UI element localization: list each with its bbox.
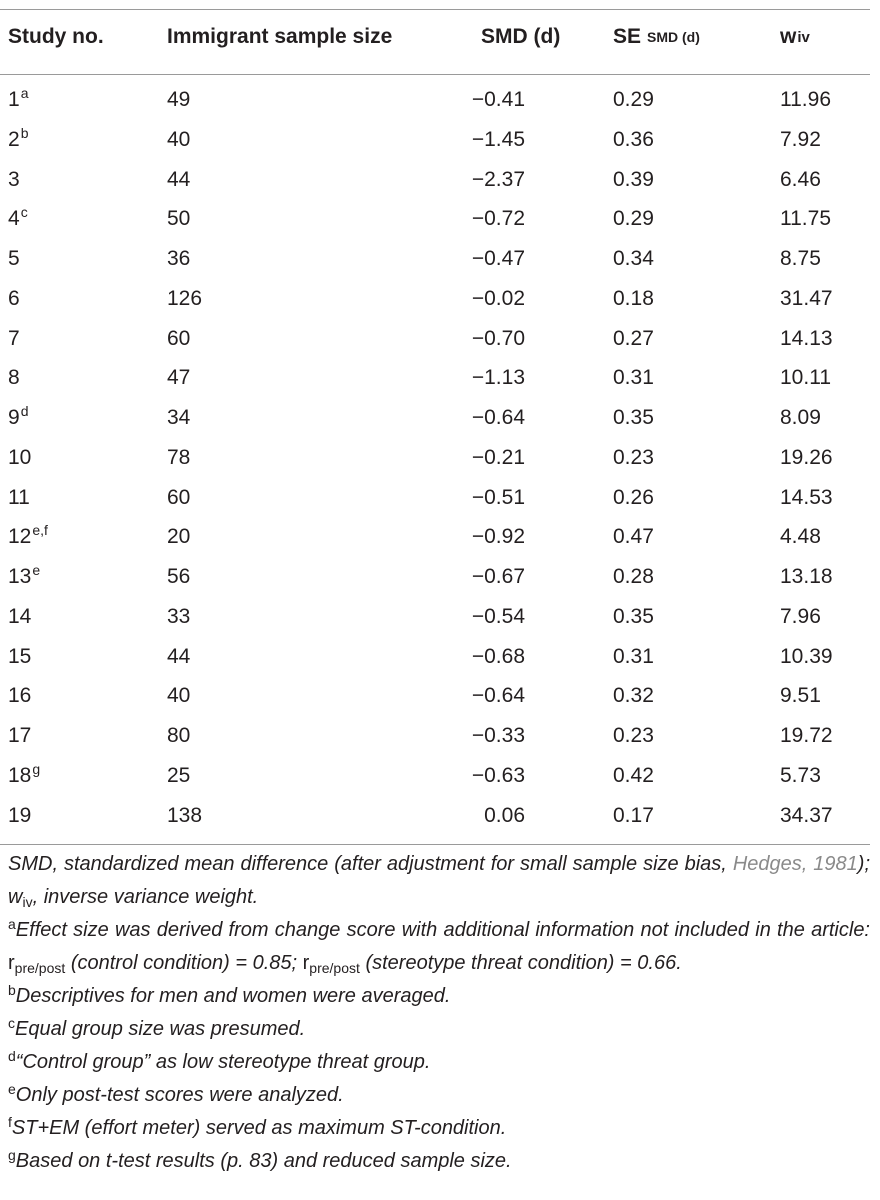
cell-sample-size: 80 [167,724,191,747]
table-row [0,637,870,677]
table-row [0,796,870,836]
cell-weight: 31.47 [780,286,833,310]
cell-smd: −0.54 [471,604,525,628]
footnote-marker: c [20,204,28,221]
footnote-e-mark: e [8,1081,16,1097]
cell-study-no: 1$^a$ [8,85,29,111]
table-row [0,120,870,160]
cell-study-no: 6 [8,286,20,310]
cell-weight: 13.18 [780,565,833,588]
cell-weight: 6.46 [780,167,821,191]
cell-smd: −0.64 [471,684,525,708]
citation-link-hedges-1981[interactable]: Hedges, 1981 [732,853,858,875]
footnote-f-mark: f [8,1114,12,1130]
cell-se: 0.28 [613,565,654,588]
cell-weight: 19.26 [780,445,833,469]
cell-se: 0.34 [613,247,654,270]
cell-smd: −0.63 [471,763,525,787]
header-study-no: Study no. [8,25,104,48]
cell-smd: −0.72 [471,207,525,231]
cell-study-no: 7 [8,326,20,350]
table-row [0,199,870,239]
cell-weight: 8.75 [780,247,821,270]
cell-se: 0.42 [613,763,654,787]
cell-se: 0.31 [613,644,654,668]
cell-study-no: 13e [8,562,41,588]
footnote-b: $^b$Descriptives for men and women were averaged. [8,982,451,1007]
table-row [0,676,870,716]
cell-study-no: 16 [8,684,32,708]
footnote-c-mark: c [8,1015,15,1031]
header-smd: SMD (d) [481,25,561,48]
cell-smd: 0.06 [484,803,525,827]
table-bottom-rule [0,844,870,845]
cell-weight: 10.39 [780,644,833,668]
cell-study-no: 18$^g$ [8,760,41,787]
cell-study-no: 12$^{e,f}$ [8,522,48,549]
footnote-marker: d [20,403,29,419]
cell-sample-size: 20 [167,525,191,549]
footnote-d: $^d$“Control group” as low stereotype threat group. [8,1048,431,1073]
cell-weight: 5.73 [780,763,821,787]
cell-weight: 9.51 [780,684,821,708]
cell-sample-size: 44 [167,167,191,191]
cell-weight: 8.09 [780,406,821,429]
cell-se: 0.39 [613,167,654,191]
cell-smd: −0.47 [471,247,525,270]
cell-smd: −0.92 [471,525,525,549]
cell-weight: 10.11 [780,366,831,390]
cell-study-no: 4$^c$ [8,204,28,231]
header-immigrant-sample-size: Immigrant sample size [167,25,393,48]
header-w-subscript: iv [797,28,810,46]
footnote-e: $^e$Only post-test scores were analyzed. [8,1081,344,1106]
cell-weight: 34.37 [780,803,833,827]
cell-smd: −0.02 [471,286,525,310]
table-row [0,80,870,120]
cell-weight: 4.48 [780,525,821,549]
cell-study-no: 17 [8,724,32,747]
table-row [0,319,870,359]
table-row [0,358,870,398]
table-row [0,438,870,478]
footnote-d-mark: d [8,1048,16,1064]
footnote-a: $^a$Effect size was derived from change score with additional information not included in the article: $r_{pre/post}$ (control condition) = 0.85; $r_{pre/post}$ (stereotype threat condition) = 0.66. [8,916,870,976]
table-footnotes [8,848,870,1178]
table-row [0,478,870,518]
cell-smd: −0.68 [471,644,525,668]
cell-sample-size: 40 [167,127,191,151]
cell-weight: 7.96 [780,604,821,628]
cell-weight: 7.92 [780,127,821,151]
table-row [0,398,870,438]
footnote-marker: a [20,85,29,101]
cell-smd: −1.45 [471,127,525,151]
footnote-abbreviations: SMD, standardized mean difference (after adjustment for small sample size bias, Hedges, 1981); $w_{iv}$, inverse variance weight. [8,853,870,910]
cell-weight: 14.13 [780,326,833,350]
cell-smd: −0.51 [471,485,525,509]
cell-study-no: 14 [8,604,32,628]
footnote-marker: g [32,760,41,777]
cell-sample-size: 47 [167,366,191,390]
cell-sample-size: 78 [167,445,191,469]
cell-se: 0.47 [613,525,654,549]
cell-smd: −0.70 [471,326,525,350]
table-row [0,557,870,597]
table-body [0,80,870,835]
cell-sample-size: 56 [167,565,191,588]
cell-study-no: 5 [8,247,20,270]
cell-smd: −0.33 [471,724,525,747]
cell-sample-size: 25 [167,763,191,787]
footnote-marker: e,f [32,522,48,539]
table-row [0,160,870,200]
cell-study-no: 8 [8,366,20,390]
cell-weight: 19.72 [780,724,833,747]
table-row [0,597,870,637]
cell-se: 0.17 [613,803,654,827]
table-row [0,517,870,557]
cell-se: 0.31 [613,366,654,390]
cell-sample-size: 36 [167,247,191,270]
table-header-rule [0,74,870,75]
cell-se: 0.26 [613,485,654,509]
cell-sample-size: 33 [167,604,191,628]
cell-study-no: 15 [8,644,32,668]
cell-study-no: 19 [8,803,32,827]
cell-sample-size: 50 [167,207,191,231]
table-top-rule [0,9,870,10]
footnote-a-mark: a [8,916,16,932]
cell-se: 0.32 [613,684,654,708]
cell-sample-size: 138 [167,803,203,827]
cell-se: 0.36 [613,127,654,151]
cell-smd: −2.37 [471,167,525,191]
cell-se: 0.23 [613,445,654,469]
footnote-g: $^g$Based on t-test results (p. 83) and reduced sample size. [8,1147,512,1172]
cell-sample-size: 126 [167,286,203,310]
footnote-c: $^c$Equal group size was presumed. [8,1015,306,1040]
cell-sample-size: 34 [167,406,191,429]
header-se-subscript: SMD (d) [647,29,700,45]
table-row [0,239,870,279]
cell-weight: 11.75 [780,207,831,231]
footnote-b-mark: b [8,982,16,998]
header-se-smd: SE SMD (d) [613,25,700,48]
cell-study-no: 2$^b$ [8,124,29,151]
cell-se: 0.35 [613,406,654,429]
cell-smd: −0.21 [471,445,525,469]
cell-sample-size: 44 [167,644,191,668]
cell-study-no: 11 [8,485,30,509]
cell-se: 0.18 [613,286,654,310]
cell-study-no: 3 [8,167,20,191]
header-w-iv: w iv [780,25,810,48]
cell-weight: 14.53 [780,485,833,509]
footnote-marker: e [32,562,41,578]
footnote-f: $^f$ST+EM (effort meter) served as maximum ST-condition. [8,1114,507,1139]
table-row [0,716,870,756]
cell-sample-size: 40 [167,684,191,708]
table-row [0,279,870,319]
cell-study-no: 9$^d$ [8,403,29,429]
cell-se: 0.29 [613,88,654,111]
cell-se: 0.29 [613,207,654,231]
cell-weight: 11.96 [780,88,831,111]
cell-sample-size: 49 [167,88,191,111]
footnote-g-mark: g [8,1147,16,1163]
cell-se: 0.23 [613,724,654,747]
cell-smd: −1.13 [471,366,525,390]
cell-sample-size: 60 [167,485,191,509]
footnote-marker: b [20,124,29,141]
cell-smd: −0.64 [471,406,525,429]
cell-se: 0.27 [613,326,654,350]
cell-study-no: 10 [8,445,32,469]
cell-se: 0.35 [613,604,654,628]
table-row [0,756,870,796]
cell-smd: −0.41 [471,88,525,111]
cell-sample-size: 60 [167,326,191,350]
cell-smd: −0.67 [471,565,525,588]
